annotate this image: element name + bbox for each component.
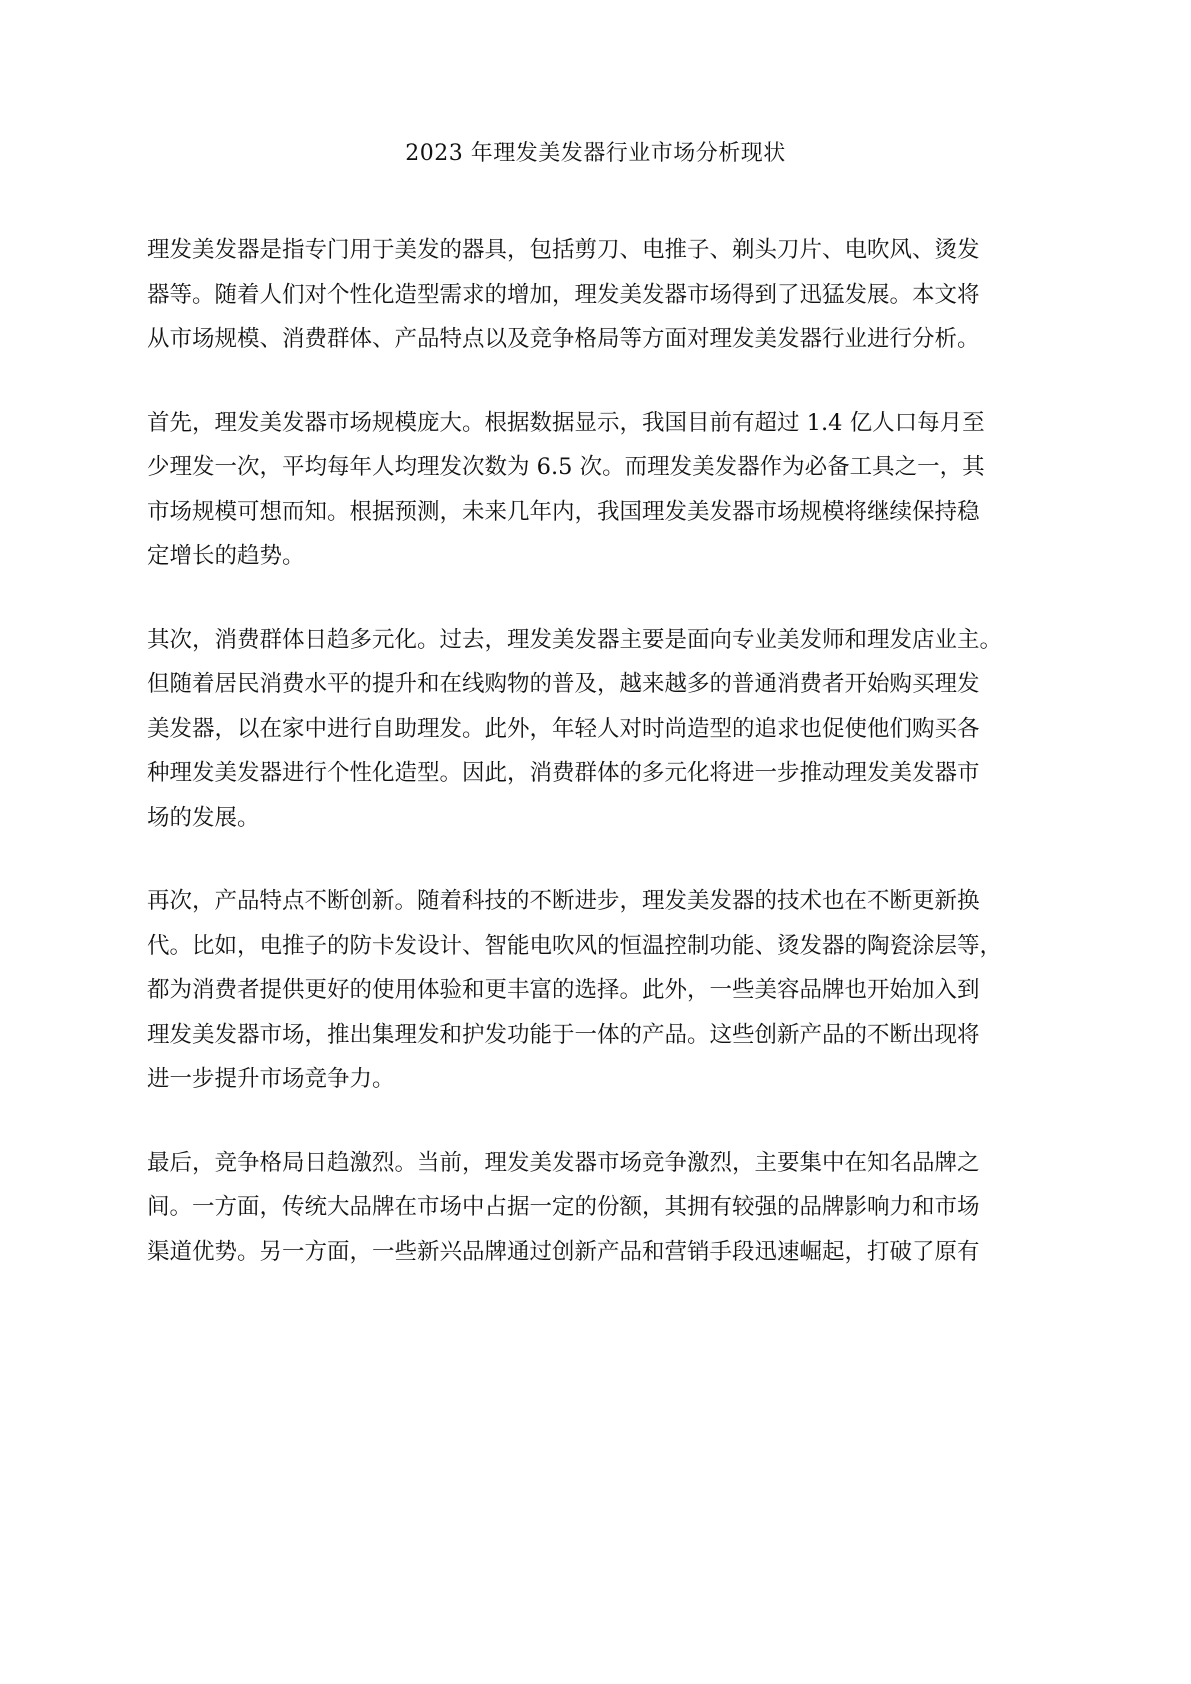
text-line: 美发器，以在家中进行自助理发。此外，年轻人对时尚造型的追求也促使他们购买各 [147,715,980,742]
text-line: 少理发一次，平均每年人均理发次数为 6.5 次。而理发美发器作为必备工具之一，其 [147,454,985,480]
text-line: 再次，产品特点不断创新。随着科技的不断进步，理发美发器的技术也在不断更新换 [147,888,980,914]
text-line: 从市场规模、消费群体、产品特点以及竞争格局等方面对理发美发器行业进行分析。 [147,326,980,352]
text-line: 首先，理发美发器市场规模庞大。根据数据显示，我国目前有超过 1.4 亿人口每月至 [147,409,985,436]
paragraph-consumers [147,618,1047,841]
paragraph-competition [147,1141,1047,1275]
paragraph-innovation [147,879,1047,1102]
text-line: 器等。随着人们对个性化造型需求的增加，理发美发器市场得到了迅猛发展。本文将 [147,281,980,308]
text-line: 但随着居民消费水平的提升和在线购物的普及，越来越多的普通消费者开始购买理发 [147,671,980,697]
text-line: 都为消费者提供更好的使用体验和更丰富的选择。此外，一些美容品牌也开始加入到 [147,977,980,1003]
document-body [147,228,1047,1313]
text-line: 种理发美发器进行个性化造型。因此，消费群体的多元化将进一步推动理发美发器市 [147,760,980,786]
text-line: 理发美发器市场，推出集理发和护发功能于一体的产品。这些创新产品的不断出现将 [147,1021,980,1048]
text-line: 理发美发器是指专门用于美发的器具，包括剪刀、电推子、剃头刀片、电吹风、烫发 [147,237,980,263]
text-line: 最后，竞争格局日趋激烈。当前，理发美发器市场竞争激烈，主要集中在知名品牌之 [147,1149,980,1176]
paragraph-market-size [147,401,1047,579]
text-line: 代。比如，电推子的防卡发设计、智能电吹风的恒温控制功能、烫发器的陶瓷涂层等， [147,932,1003,959]
paragraph-intro [147,228,1047,362]
text-line: 其次，消费群体日趋多元化。过去，理发美发器主要是面向专业美发师和理发店业主。 [147,626,1003,653]
document-title: 2023 年理发美发器行业市场分析现状 [405,141,786,166]
text-line: 间。一方面，传统大品牌在市场中占据一定的份额，其拥有较强的品牌影响力和市场 [147,1194,980,1220]
text-line: 渠道优势。另一方面，一些新兴品牌通过创新产品和营销手段迅速崛起，打破了原有 [147,1238,980,1265]
text-line: 进一步提升市场竞争力。 [147,1066,395,1092]
text-line: 定增长的趋势。 [147,543,305,569]
text-line: 场的发展。 [147,804,260,831]
text-line: 市场规模可想而知。根据预测，未来几年内，我国理发美发器市场规模将继续保持稳 [147,498,980,525]
